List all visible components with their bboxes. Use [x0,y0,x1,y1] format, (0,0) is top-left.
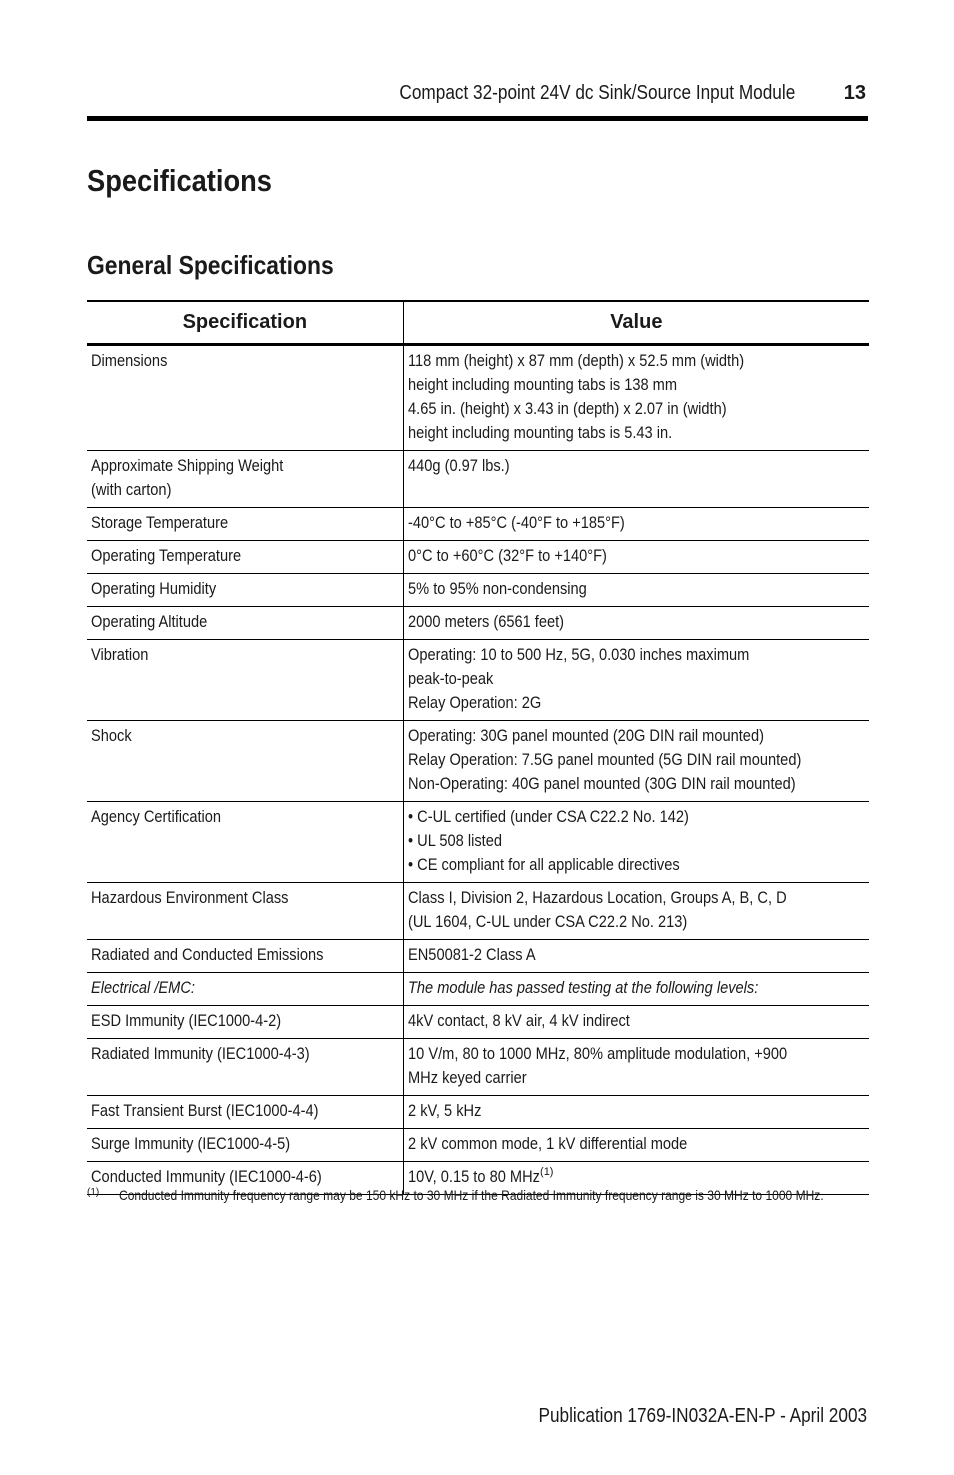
spec-value-cell [403,1096,869,1129]
spec-value-cell-line: Non-Operating: 40G panel mounted (30G DIN rail mounted) [407,774,796,793]
spec-name-cell-line: Approximate Shipping Weight [91,456,284,475]
table-row [87,508,869,541]
table-row [87,883,869,940]
spec-name-cell-line: Operating Temperature [91,546,242,565]
spec-name-cell [87,973,403,1006]
spec-value-cell-line: peak-to-peak [407,669,493,688]
table-row [87,451,869,508]
spec-name-cell [87,508,403,541]
spec-value-cell-line: 440g (0.97 lbs.) [407,456,510,475]
spec-value-cell-line: 118 mm (height) x 87 mm (depth) x 52.5 mm (width) [407,351,744,370]
spec-name-cell-line: Operating Altitude [91,612,208,631]
spec-name-cell-line: Surge Immunity (IEC1000-4-5) [91,1134,291,1153]
table-row [87,1006,869,1039]
spec-value-cell [403,721,869,802]
spec-value-cell [403,883,869,940]
table-row [87,1096,869,1129]
spec-name-cell [87,451,403,508]
spec-value-cell-line: Relay Operation: 7.5G panel mounted (5G DIN rail mounted) [407,750,801,769]
table-header-row [87,301,869,345]
spec-value-cell-line: 4.65 in. (height) x 3.43 in (depth) x 2.07 in (width) [407,399,727,418]
column-header-specification: Specification [87,301,403,345]
spec-value-cell [403,574,869,607]
spec-value-cell-line: The module has passed testing at the following levels: [407,978,758,997]
table-row [87,1129,869,1162]
spec-name-cell-line: ESD Immunity (IEC1000-4-2) [91,1011,282,1030]
column-header-value: Value [403,301,869,345]
spec-value-cell [403,607,869,640]
spec-value-cell-line: • CE compliant for all applicable directives [407,855,680,874]
spec-name-cell [87,1129,403,1162]
spec-name-cell [87,802,403,883]
spec-value-cell-line: height including mounting tabs is 138 mm [407,375,677,394]
spec-name-cell-line: Agency Certification [91,807,222,826]
spec-name-cell [87,1006,403,1039]
spec-value-cell-line: EN50081-2 Class A [407,945,536,964]
table-row [87,574,869,607]
spec-value-cell [403,1129,869,1162]
section-title: General Specifications [87,250,334,280]
table-row [87,973,869,1006]
spec-value-cell [403,802,869,883]
table-row [87,607,869,640]
spec-value-cell-line: 2000 meters (6561 feet) [407,612,564,631]
spec-name-cell [87,607,403,640]
spec-value-cell-line: 2 kV, 5 kHz [407,1101,482,1120]
spec-name-cell [87,940,403,973]
table-row [87,541,869,574]
table-row [87,640,869,721]
spec-name-cell [87,574,403,607]
table-row [87,721,869,802]
spec-value-cell-line: 10V, 0.15 to 80 MHz [407,1167,540,1186]
spec-value-cell-line: • C-UL certified (under CSA C22.2 No. 142) [407,807,689,826]
spec-name-cell [87,345,403,451]
publication-footer: Publication 1769-IN032A-EN-P - April 2003 [538,1405,867,1427]
spec-name-cell-line: Shock [91,726,132,745]
spec-value-cell-line: 0°C to +60°C (32°F to +140°F) [407,546,607,565]
page-title: Specifications [87,163,272,198]
spec-name-cell [87,721,403,802]
spec-name-cell-line: Electrical /EMC: [91,978,195,997]
page-number: 13 [843,82,866,104]
spec-name-cell [87,1096,403,1129]
table-row [87,345,869,451]
spec-name-cell-line: Radiated Immunity (IEC1000-4-3) [91,1044,310,1063]
spec-value-cell [403,940,869,973]
spec-value-cell [403,508,869,541]
spec-value-cell-line: 2 kV common mode, 1 kV differential mode [407,1134,687,1153]
spec-value-cell-line: MHz keyed carrier [407,1068,527,1087]
spec-value-cell-line: height including mounting tabs is 5.43 in. [407,423,672,442]
spec-value-cell-line: Operating: 10 to 500 Hz, 5G, 0.030 inches maximum [407,645,749,664]
specifications-table [87,300,869,1195]
spec-name-cell-line: Dimensions [91,351,168,370]
spec-name-cell [87,640,403,721]
spec-name-cell-line: Radiated and Conducted Emissions [91,945,324,964]
spec-value-cell [403,973,869,1006]
spec-value-cell [403,1039,869,1096]
spec-name-cell-line: Hazardous Environment Class [91,888,289,907]
spec-name-cell [87,541,403,574]
spec-name-cell-line: Vibration [91,645,149,664]
spec-name-cell-line: Storage Temperature [91,513,229,532]
spec-value-cell-line: • UL 508 listed [407,831,502,850]
spec-name-cell-line: (with carton) [91,480,172,499]
table-row [87,1039,869,1096]
spec-name-cell [87,883,403,940]
spec-name-cell-line: Conducted Immunity (IEC1000-4-6) [91,1167,322,1186]
footnote-text: Conducted Immunity frequency range may be 150 kHz to 30 MHz if the Radiated Immunity frequency range is 30 MHz to 1000 MHz. [119,1187,824,1203]
spec-value-cell [403,640,869,721]
spec-value-cell-line: 5% to 95% non-condensing [407,579,587,598]
running-header [87,80,868,110]
footnote-mark: (1) [87,1187,100,1198]
running-title: Compact 32-point 24V dc Sink/Source Input Module [399,82,795,104]
spec-value-cell-line: Relay Operation: 2G [407,693,541,712]
footnote-reference: (1) [540,1166,554,1179]
spec-value-cell [403,451,869,508]
spec-value-cell-line: (UL 1604, C-UL under CSA C22.2 No. 213) [407,912,687,931]
spec-value-cell-line: 4kV contact, 8 kV air, 4 kV indirect [407,1011,630,1030]
spec-name-cell-line: Fast Transient Burst (IEC1000-4-4) [91,1101,319,1120]
spec-value-cell [403,541,869,574]
spec-value-cell [403,345,869,451]
table-body [87,345,869,1195]
table-row [87,940,869,973]
spec-value-cell-line: 10 V/m, 80 to 1000 MHz, 80% amplitude modulation, +900 [407,1044,787,1063]
spec-value-cell-line: Operating: 30G panel mounted (20G DIN rail mounted) [407,726,764,745]
spec-name-cell [87,1039,403,1096]
table-row [87,802,869,883]
spec-value-cell-line: Class I, Division 2, Hazardous Location, Groups A, B, C, D [407,888,787,907]
spec-value-cell [403,1006,869,1039]
spec-value-cell-line: -40°C to +85°C (-40°F to +185°F) [407,513,625,532]
header-rule [87,116,868,121]
spec-name-cell-line: Operating Humidity [91,579,217,598]
